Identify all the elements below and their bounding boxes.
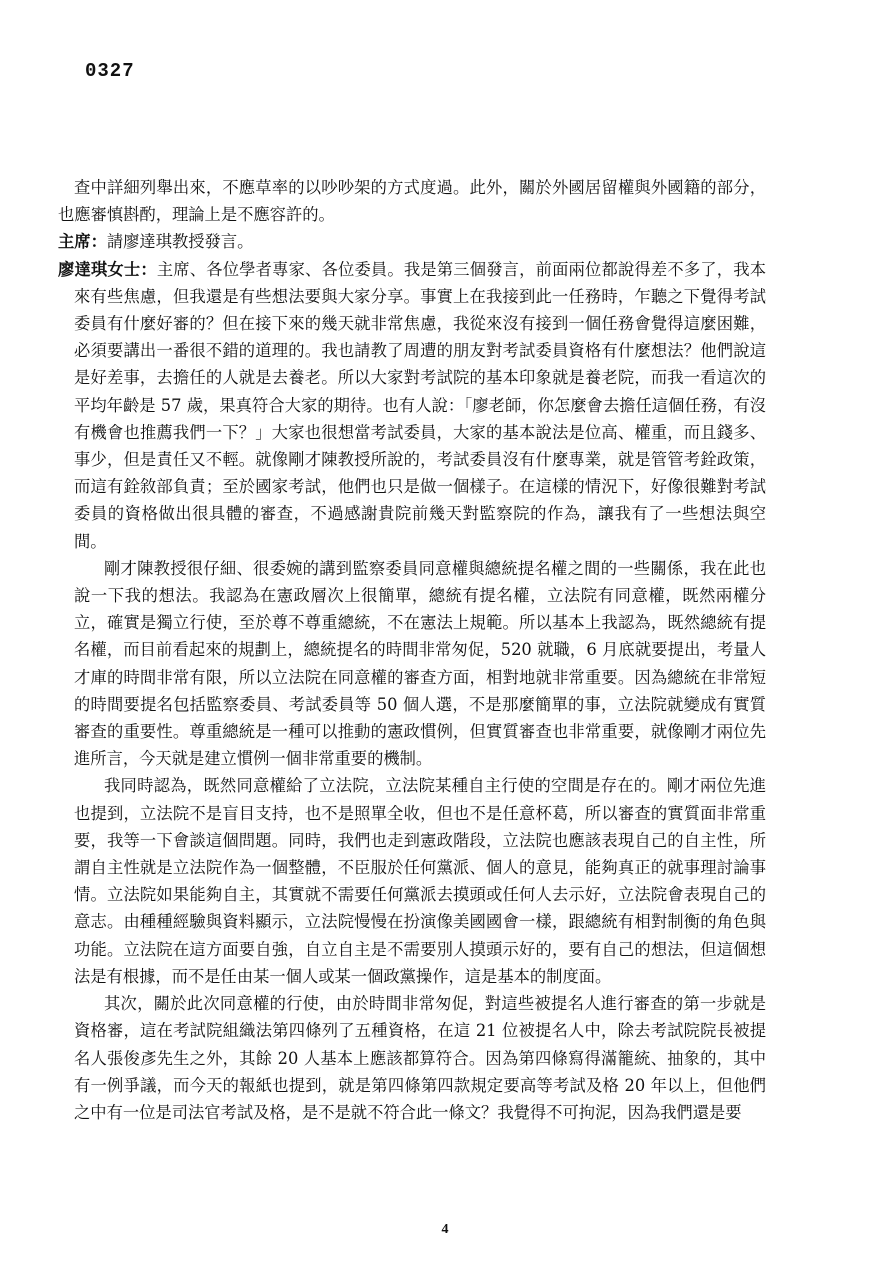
speaker-continuation-block [58, 555, 766, 1126]
chair-statement: 請廖達琪教授發言。 [106, 232, 254, 252]
paragraph-speaker-liao [58, 256, 766, 555]
speaker-label-liao: 廖達琪女士： [58, 259, 157, 279]
paragraph-chair [58, 228, 766, 255]
document-body [58, 174, 766, 1126]
page-number: 4 [441, 1222, 449, 1237]
paragraph-continuation: 查中詳細列舉出來，不應草率的以吵吵架的方式度過。此外，關於外國居留權與外國籍的部分，也應審慎斟酌，理論上是不應容許的。 [58, 178, 766, 225]
speaker-label-chair: 主席： [58, 232, 107, 252]
paragraph: 我同時認為，既然同意權給了立法院，立法院某種自主行使的空間是存在的。剛才兩位先進也提到，立法院不是盲目支持，也不是照單全收，但也不是任意杯葛，所以審查的實質面非常重要，我等一下會談這個問題。同時，我們也走到憲政階段，立法院也應該表現自己的自主性，所謂自主性就是立法院作為一個整體，不臣服於任何黨派、個人的意見，能夠真正的就事理討論事情。立法院如果能夠自主，其實就不需要任何黨派去摸頭或任何人去示好，立法院會表現自己的意志。由種種經驗與資料顯示，立法院慢慢在扮演像美國國會一樣，跟總統有相對制衡的角色與功能。立法院在這方面要自強，自立自主是不需要別人摸頭示好的，要有自己的想法，但這個想法是有根據，而不是任由某一個人或某一個政黨操作，這是基本的制度面。 [74, 776, 766, 986]
liao-statement: 主席、各位學者專家、各位委員。我是第三個發言，前面兩位都說得差不多了，我本來有些焦慮，但我還是有些想法要與大家分享。事實上在我接到此一任務時，乍聽之下覺得考試委員有什麼好審的？但在接下來的幾天就非常焦慮，我從來沒有接到一個任務會覺得這麼困難，必須要講出一番很不錯的道理的。我也請教了周遭的朋友對考試委員資格有什麼想法？他們說這是好差事，去擔任的人就是去養老。所以大家對考試院的基本印象就是養老院，而我一看這次的平均年齡是 57 歲，果真符合大家的期待。也有人說：「廖老師，你怎麼會去擔任這個任務，有沒有機會也推薦我們一下？」大家也很想當考試委員，大家的基本說法是位高、權重，而且錢多、事少，但是責任又不輕。就像剛才陳教授所說的，考試委員沒有什麼專業，就是管管考銓政策，而這有銓敘部負責；至於國家考試，他們也只是做一個樣子。在這樣的情況下，好像很難對考試委員的資格做出很具體的審查，不過感謝貴院前幾天對監察院的作為，讓我有了一些想法與空間。 [74, 259, 766, 551]
paragraph: 其次，關於此次同意權的行使，由於時間非常匆促，對這些被提名人進行審查的第一步就是資格審，這在考試院組織法第四條列了五種資格，在這 21 位被提名人中，除去考試院院長被提名人張俊彥先生之外，其餘 20 人基本上應該都算符合。因為第四條寫得滿籠統、抽象的，其中有一例爭議，而今天的報紙也提到，就是第四條第四款規定要高等考試及格 20 年以上，但他們之中有一位是司法官考試及格，是不是就不符合此一條文？我覺得不可拘泥，因為我們還是要 [74, 994, 766, 1122]
document-number: 0327 [85, 60, 135, 82]
paragraph: 剛才陳教授很仔細、很委婉的講到監察委員同意權與總統提名權之間的一些關係，我在此也說一下我的想法。我認為在憲政層次上很簡單，總統有提名權，立法院有同意權，既然兩權分立，確實是獨立行使，至於尊不尊重總統，不在憲法上規範。所以基本上我認為，既然總統有提名權，而目前看起來的規劃上，總統提名的時間非常匆促，520 就職，6 月底就要提出，考量人才庫的時間非常有限，所以立法院在同意權的審查方面，相對地就非常重要。因為總統在非常短的時間要提名包括監察委員、考試委員等 50 個人選，不是那麼簡單的事，立法院就變成有實質審查的重要性。尊重總統是一種可以推動的憲政慣例，但實質審查也非常重要，就像剛才兩位先進所言，今天就是建立慣例一個非常重要的機制。 [74, 558, 766, 769]
